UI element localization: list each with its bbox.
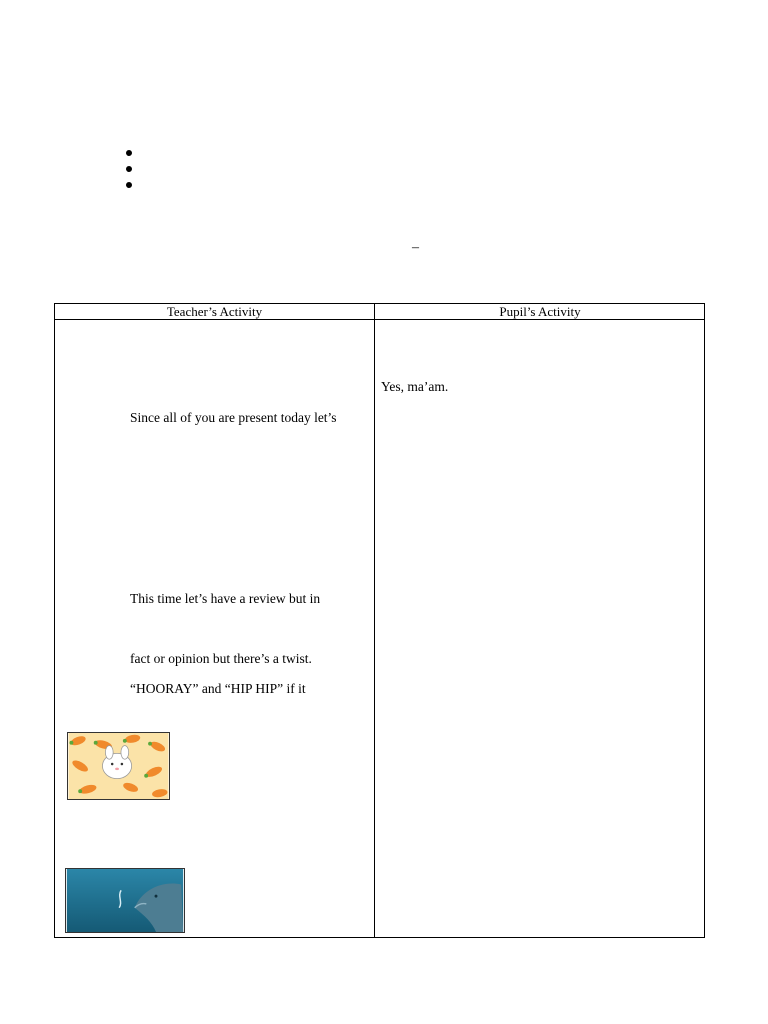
teacher-line: “HOORAY” and “HIP HIP” if it (130, 681, 306, 696)
bullet-item (126, 150, 132, 156)
carrot-bunny-image (67, 732, 170, 800)
header-pupil-activity: Pupil’s Activity (499, 304, 581, 319)
teacher-line: Since all of you are present today let’s (130, 410, 337, 425)
lesson-table (54, 303, 705, 938)
dolphin-image (65, 868, 185, 933)
bullet-item (126, 166, 132, 172)
teacher-line: fact or opinion but there’s a twist. (130, 651, 312, 666)
bullet-list (126, 150, 132, 198)
pupil-line: Yes, ma’am. (381, 379, 449, 394)
teacher-line: This time let’s have a review but in (130, 591, 321, 606)
bullet-item (126, 182, 132, 188)
table-header-row (55, 304, 704, 320)
dolphin-picture (66, 869, 184, 932)
separator-dash: – (412, 240, 419, 255)
carrot-bunny-picture (68, 733, 169, 799)
column-divider (374, 304, 375, 937)
header-teacher-activity: Teacher’s Activity (166, 304, 263, 319)
